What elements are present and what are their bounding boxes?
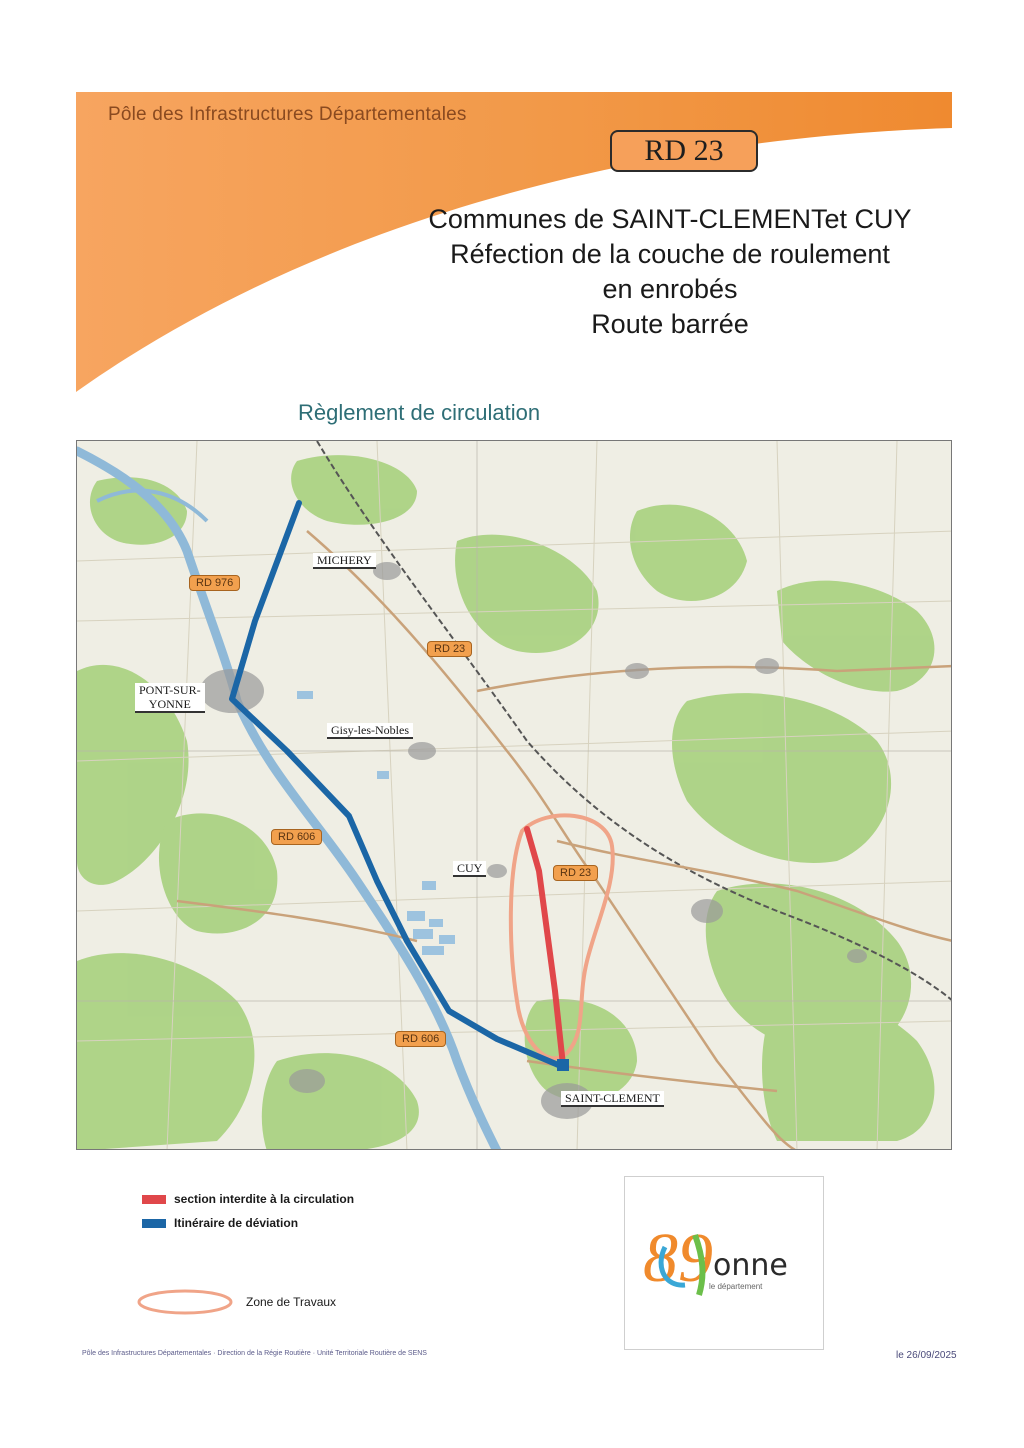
place-label-cuy: CUY (453, 861, 486, 877)
title-line-1: Communes de SAINT-CLEMENTet CUY (428, 204, 912, 234)
title-line-2: Réfection de la couche de roulement (450, 239, 890, 269)
title-line-3: en enrobés (602, 274, 738, 304)
legend-label-detour: Itinéraire de déviation (174, 1216, 299, 1230)
footer-credits: Pôle des Infrastructures Départementales · Direction de la Régie Routière · Unité Territoriale Routière de SENS (82, 1350, 427, 1357)
legend-ellipse-icon (136, 1288, 234, 1316)
place-label-pont-sur-yonne (135, 683, 205, 713)
map-background (77, 441, 952, 1150)
place-label-pont-line2: YONNE (148, 697, 191, 711)
road-number-badge: RD 23 (610, 130, 758, 172)
legend-swatch-blue (142, 1219, 166, 1228)
legend-swatch-red (142, 1195, 166, 1204)
road-tag-rd23-work: RD 23 (553, 865, 598, 881)
road-tag-rd23-north: RD 23 (427, 641, 472, 657)
logo-number: 89 (643, 1220, 713, 1297)
organization-title: Pôle des Infrastructures Départementales (108, 104, 467, 125)
project-title (380, 202, 960, 342)
legend-label-closed: section interdite à la circulation (174, 1192, 355, 1206)
legend-closed-section (142, 1192, 354, 1206)
map[interactable] (76, 440, 952, 1150)
logo-subtitle: le département (709, 1282, 763, 1291)
place-label-pont-line1: PONT-SUR- (139, 683, 201, 697)
legend-detour (142, 1216, 298, 1230)
road-tag-rd606-south: RD 606 (395, 1031, 446, 1047)
title-line-4: Route barrée (591, 309, 749, 339)
footer-date: le 26/09/2025 (896, 1350, 957, 1361)
legend-work-zone (136, 1288, 336, 1316)
place-label-gisy-les-nobles: Gisy-les-Nobles (327, 723, 413, 739)
map-heading: Règlement de circulation (298, 400, 541, 425)
logo-name: onne (713, 1248, 788, 1283)
road-tag-rd606-mid: RD 606 (271, 829, 322, 845)
yonne-logo-mark (625, 1177, 823, 1349)
place-label-saint-clement: SAINT-CLEMENT (561, 1091, 664, 1107)
legend-label-work-zone: Zone de Travaux (246, 1295, 337, 1309)
road-tag-rd976: RD 976 (189, 575, 240, 591)
yonne-logo (624, 1176, 824, 1350)
place-label-michery: MICHERY (313, 553, 376, 569)
junction-marker (557, 1059, 569, 1071)
